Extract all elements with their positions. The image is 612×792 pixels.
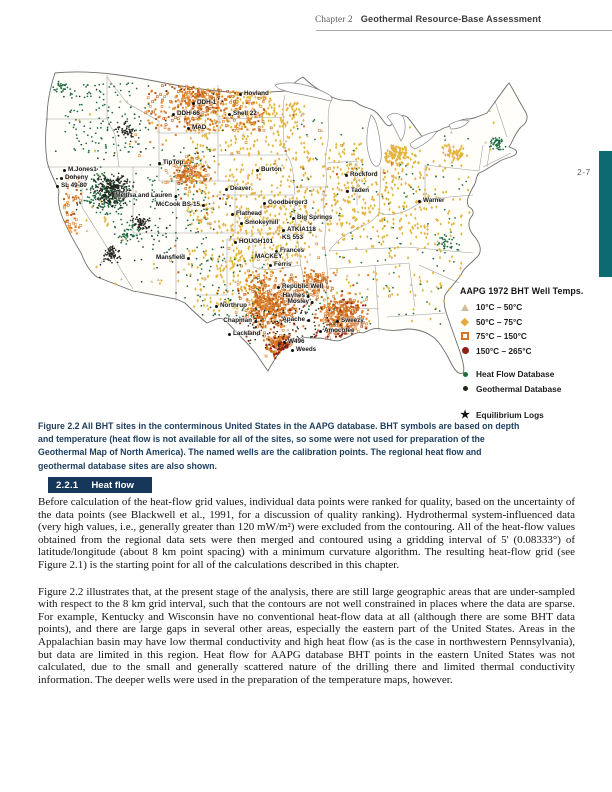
well-name: Hovland (244, 90, 269, 97)
well-marker-icon (56, 185, 59, 188)
well-label (172, 111, 200, 117)
well-label (56, 183, 87, 189)
well-marker-icon (192, 102, 195, 105)
well-name: Amocotee (324, 327, 355, 334)
well-marker-icon (346, 190, 349, 193)
well-name: Doheny (65, 174, 89, 181)
well-name: Frances (280, 247, 305, 254)
well-marker-icon (282, 229, 285, 232)
well-marker-icon (228, 113, 231, 116)
well-name: Lackland (233, 330, 261, 337)
legend-item-label: 10°C – 50°C (476, 302, 523, 312)
legend-item-label: Heat Flow Database (476, 369, 555, 379)
well-marker-icon (174, 195, 177, 198)
well-name: MACKEY (255, 253, 283, 260)
well-label (215, 303, 247, 309)
section-title: Heat flow (91, 479, 134, 491)
well-marker-icon (60, 177, 63, 180)
well-marker-icon (311, 301, 314, 304)
well-marker-icon (418, 200, 421, 203)
well-label (156, 255, 190, 261)
legend-item-label: Geothermal Database (476, 383, 562, 394)
legend-item (460, 331, 595, 341)
section-number: 2.2.1 (56, 479, 79, 491)
well-name: Weeds (296, 346, 317, 353)
well-name: Republic Well (282, 283, 324, 290)
well-marker-icon (231, 213, 234, 216)
well-label (346, 188, 369, 194)
well-name: Flathead (236, 210, 262, 217)
legend-item-label: 150°C – 265°C (476, 345, 532, 356)
legend-item (460, 410, 595, 420)
well-name: Mansfield (155, 254, 185, 261)
well-marker-icon (256, 169, 259, 172)
map-legend (460, 286, 595, 425)
well-marker-icon (172, 113, 175, 116)
body-text (38, 496, 575, 700)
well-marker-icon (269, 264, 272, 267)
well-name: Mosley (287, 298, 309, 305)
well-label (255, 254, 282, 260)
legend-item (460, 302, 595, 312)
well-name: Chapman (223, 317, 252, 324)
well-name: Sweezy (341, 317, 364, 324)
well-label (231, 211, 262, 217)
well-label (240, 220, 278, 226)
well-label (292, 215, 332, 221)
well-name: Burton (261, 166, 282, 173)
well-name: Rockford (350, 171, 378, 178)
square-icon (461, 332, 469, 340)
well-marker-icon (254, 320, 257, 323)
well-name: MAD (192, 124, 207, 131)
legend-item-label: 50°C – 75°C (476, 316, 523, 327)
legend-gap (460, 398, 595, 410)
well-name: M.Jones1 (68, 166, 97, 173)
well-name: SL 49-80 (61, 182, 87, 189)
green-dot-icon (463, 372, 468, 377)
well-name: Apache (282, 316, 305, 323)
chapter-label: Chapter 2 (315, 14, 353, 24)
well-name: Smokeyhill (245, 219, 279, 226)
triangle-icon (461, 304, 469, 311)
well-name: DDH-1 (197, 99, 217, 106)
well-marker-icon (277, 286, 280, 289)
well-marker-icon (240, 222, 243, 225)
well-label (283, 339, 304, 345)
well-marker-icon (202, 204, 205, 207)
legend-item (460, 384, 595, 394)
well-name: KS 553 (282, 234, 304, 241)
well-label (282, 227, 316, 233)
well-label (223, 318, 257, 324)
well-marker-icon (215, 305, 218, 308)
well-label (269, 262, 292, 268)
well-label (115, 193, 177, 199)
legend-item-label: Equilibrium Logs (476, 410, 544, 420)
well-name: HOUGH101 (239, 238, 273, 245)
well-marker-icon (336, 320, 339, 323)
well-marker-icon (292, 217, 295, 220)
well-label (228, 111, 257, 117)
well-name: Taden (351, 187, 370, 194)
well-marker-icon (239, 93, 242, 96)
well-marker-icon (187, 127, 190, 130)
figure-caption: Figure 2.2 All BHT sites in the conterminous United States in the AAPG database. BHT symbols are based on depth and temperature (heat flow is not available for all of the sites, so some were not used for preparation of the Geothermal Map of North America). The named wells are the calibration points. The regional heat flow and geothermal database sites are also shown. (38, 421, 520, 471)
well-marker-icon (234, 241, 237, 244)
page-number: 2-7 (577, 167, 591, 177)
legend-title: AAPG 1972 BHT Well Temps. (460, 286, 584, 296)
well-name: Big Springs (297, 214, 333, 221)
well-label (60, 175, 88, 181)
figure-map (35, 55, 530, 425)
well-name: Northrup (220, 302, 247, 309)
star-icon: ★ (460, 408, 470, 421)
well-label (282, 317, 310, 323)
legend-item (460, 369, 595, 379)
well-label (63, 167, 97, 173)
well-label (345, 172, 378, 178)
well-marker-icon (187, 257, 190, 260)
well-label (256, 167, 282, 173)
well-name: McCook BS-15 (155, 201, 200, 208)
well-marker-icon (283, 341, 286, 344)
legend-gap (460, 360, 595, 369)
well-name: Ferris (274, 261, 292, 268)
well-marker-icon (291, 349, 294, 352)
well-marker-icon (158, 162, 161, 165)
well-label (228, 331, 260, 337)
well-name: ATKIA118 (287, 226, 316, 233)
chapter-title: Geothermal Resource-Base Assessment (360, 14, 542, 24)
well-name: TipTop (163, 159, 184, 166)
well-marker-icon (63, 169, 66, 172)
well-name: W496 (288, 338, 305, 345)
side-tab (599, 151, 612, 277)
well-label (282, 235, 303, 241)
well-label (288, 299, 314, 305)
well-label (291, 347, 316, 353)
well-label (263, 200, 308, 206)
legend-temp-group (460, 302, 595, 356)
section-heading (48, 477, 152, 493)
well-label (336, 318, 364, 324)
well-marker-icon (307, 319, 310, 322)
well-name: Shell 22 (233, 110, 257, 117)
well-label (234, 239, 273, 245)
well-name: Warner (423, 197, 445, 204)
well-label (192, 100, 216, 106)
legend-item (460, 317, 595, 327)
well-marker-icon (319, 330, 322, 333)
paragraph: Figure 2.2 illustrates that, at the present stage of the analysis, there are still large geographic areas that are under-sampled with respect to the 8 km grid interval, such that the contours are not well constrained in places where the data are sparse. For example, Kentucky and Wisconsin have no conventional heat-flow data at all (although there are some BHT data points), and there are large gaps in several other areas, especially the eastern part of the United States. Areas in the Appalachian basin may have low thermal conductivity and high heat flow (as is the case in northwestern Pennsylvania), but data are limited in this region. Heat flow for AAPG database BHT points in the eastern United States was not calculated, due to the small and generally scattered nature of the drilling there and limited thermal conductivity information. The deeper wells were used in the preparation of the temperature maps, however. (38, 585, 575, 686)
black-dot-icon (463, 386, 468, 391)
page-header (315, 14, 541, 24)
well-name: Goodberger3 (268, 199, 308, 206)
well-label (225, 186, 251, 192)
well-label (187, 125, 206, 131)
legend-item-label: 75°C – 150°C (476, 331, 527, 341)
well-name: Haynes (282, 292, 305, 299)
legend-item (460, 346, 595, 356)
legend-equilibrium-group (460, 410, 595, 420)
well-label (158, 160, 183, 166)
well-label (156, 202, 205, 208)
well-marker-icon (225, 188, 228, 191)
well-name: DDH-66 (177, 110, 200, 117)
well-marker-icon (263, 202, 266, 205)
well-marker-icon (228, 333, 231, 336)
legend-database-group (460, 369, 595, 394)
header-rule (316, 30, 612, 31)
diamond-icon (461, 318, 469, 326)
well-label (277, 284, 323, 290)
well-label (418, 198, 444, 204)
well-marker-icon (345, 174, 348, 177)
well-label (239, 91, 269, 97)
circle-icon (462, 347, 469, 354)
well-name: Mellisa and Lauren (115, 192, 172, 199)
well-label (319, 328, 354, 334)
paragraph: Before calculation of the heat-flow grid values, individual data points were ranked for quality, based on the uncertainty of the data points (see Blackwell et al., 1991, for a discussion of quality ranking). Hydrothermal system-influenced data (very high values, i.e., generally greater than 120 mW/m²) were excluded from the contouring. All of the heat-flow values obtained from the regional data sets were then merged and contoured using a gridding interval of 5' (0.08333°) of latitude/longitude (about 8 km point spacing) with a minimum curvature algorithm. The resulting heat-flow grid (see Figure 2.1) is the starting point for all of the calculations described in this chapter. (38, 496, 575, 571)
well-name: Deaver (230, 185, 252, 192)
